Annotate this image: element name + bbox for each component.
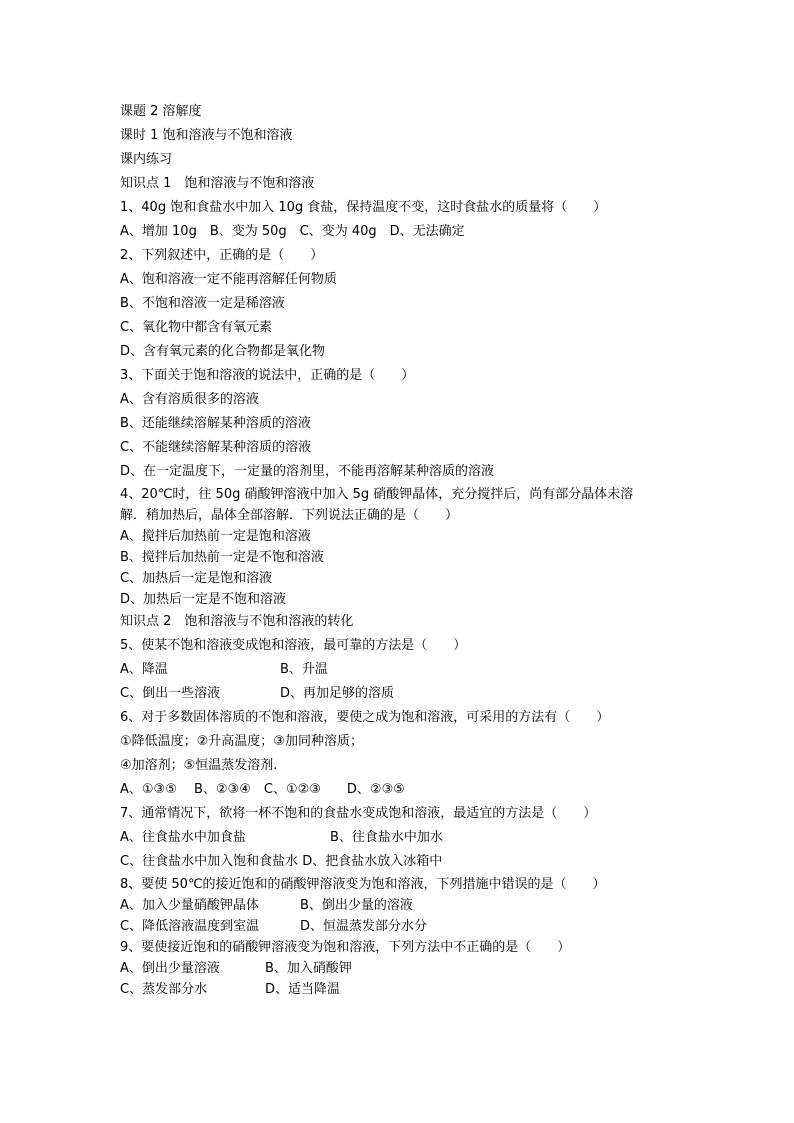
- question-4-option-d: D、加热后一定是不饱和溶液: [120, 592, 287, 607]
- question-5-option-a: A、降温: [120, 662, 168, 677]
- document-content: [120, 100, 685, 1000]
- question-6-list-1: ①降低温度；②升高温度；③加同种溶质；: [120, 734, 363, 749]
- question-3-option-a: A、含有溶质很多的溶液: [120, 392, 259, 407]
- question-8-option-b: B、倒出少量的溶液: [300, 898, 413, 913]
- question-9-options-row-2: [120, 979, 685, 1000]
- question-2-option-b: B、不饱和溶液一定是稀溶液: [120, 296, 285, 311]
- question-6-options: A、①③⑤ B、②③④ C、①②③ D、②③⑤: [120, 782, 405, 797]
- lesson-subtitle: 课时 1 饱和溶液与不饱和溶液: [120, 128, 293, 143]
- question-4-option-c: C、加热后一定是饱和溶液: [120, 571, 273, 586]
- question-6-stem: 6、对于多数固体溶质的不饱和溶液，要使之成为饱和溶液，可采用的方法有（ ）: [120, 710, 610, 725]
- question-8-option-c: C、降低溶液温度到室温: [120, 919, 260, 934]
- question-7-options-row-1: [120, 826, 685, 850]
- question-6-list-2: ④加溶剂；⑤恒温蒸发溶剂.: [120, 758, 278, 773]
- question-8-options-row-2: [120, 916, 685, 937]
- question-8-stem: 8、要使 50℃的接近饱和的硝酸钾溶液变为饱和溶液，下列措施中错误的是（ ）: [120, 877, 606, 892]
- question-7-option-b: B、往食盐水中加水: [330, 830, 443, 845]
- question-4-option-a: A、搅拌后加热前一定是饱和溶液: [120, 529, 311, 544]
- lesson-title: 课题 2 溶解度: [120, 104, 202, 119]
- question-8-options-row-1: [120, 895, 685, 916]
- question-2-stem: 2、下列叙述中，正确的是（ ）: [120, 248, 324, 263]
- question-5-option-d: D、再加足够的溶质: [280, 686, 395, 701]
- question-9-options-row-1: [120, 958, 685, 979]
- question-5-options-row-2: [120, 682, 685, 706]
- question-1-stem: 1、40g 饱和食盐水中加入 10g 食盐，保持温度不变，这时食盐水的质量将（ ）: [120, 200, 607, 215]
- question-9-option-b: B、加入硝酸钾: [265, 961, 352, 976]
- question-3-option-c: C、不能继续溶解某种溶质的溶液: [120, 440, 312, 455]
- question-8-option-d: D、恒温蒸发部分水分: [300, 919, 428, 934]
- question-2-option-d: D、含有氧元素的化合物都是氧化物: [120, 344, 326, 359]
- section-heading: 课内练习: [120, 152, 173, 167]
- question-3-stem: 3、下面关于饱和溶液的说法中，正确的是（ ）: [120, 368, 415, 383]
- question-5-stem: 5、使某不饱和溶液变成饱和溶液，最可靠的方法是（ ）: [120, 638, 467, 653]
- question-7-options-row-2: C、往食盐水中加入饱和食盐水 D、把食盐水放入冰箱中: [120, 854, 443, 869]
- knowledge-point-2: 知识点 2 饱和溶液与不饱和溶液的转化: [120, 614, 354, 629]
- question-1-options: A、增加 10g B、变为 50g C、变为 40g D、无法确定: [120, 224, 465, 239]
- question-4-option-b: B、搅拌后加热前一定是不饱和溶液: [120, 550, 324, 565]
- question-7-option-a: A、往食盐水中加食盐: [120, 830, 246, 845]
- question-5-options-row-1: [120, 658, 685, 682]
- question-9-option-d: D、适当降温: [265, 982, 341, 997]
- question-4-stem-line-2: 解．稍加热后，晶体全部溶解．下列说法正确的是（ ）: [120, 508, 459, 523]
- knowledge-point-1: 知识点 1 饱和溶液与不饱和溶液: [120, 176, 315, 191]
- question-9-option-a: A、倒出少量溶液: [120, 961, 220, 976]
- question-9-stem: 9、要使接近饱和的硝酸钾溶液变为饱和溶液，下列方法中不正确的是（ ）: [120, 940, 571, 955]
- question-7-stem: 7、通常情况下，欲将一杯不饱和的食盐水变成饱和溶液，最适宜的方法是（ ）: [120, 806, 597, 821]
- question-3-option-d: D、在一定温度下，一定量的溶剂里，不能再溶解某种溶质的溶液: [120, 464, 495, 479]
- question-5-option-b: B、升温: [280, 662, 328, 677]
- question-8-option-a: A、加入少量硝酸钾晶体: [120, 898, 259, 913]
- question-5-option-c: C、倒出一些溶液: [120, 686, 221, 701]
- question-4-stem-line-1: 4、20℃时，往 50g 硝酸钾溶液中加入 5g 硝酸钾晶体，充分搅拌后，尚有部分晶体未溶: [120, 487, 634, 502]
- question-2-option-a: A、饱和溶液一定不能再溶解任何物质: [120, 272, 337, 287]
- question-3-option-b: B、还能继续溶解某种溶质的溶液: [120, 416, 311, 431]
- question-2-option-c: C、氧化物中都含有氧元素: [120, 320, 273, 335]
- question-9-option-c: C、蒸发部分水: [120, 982, 208, 997]
